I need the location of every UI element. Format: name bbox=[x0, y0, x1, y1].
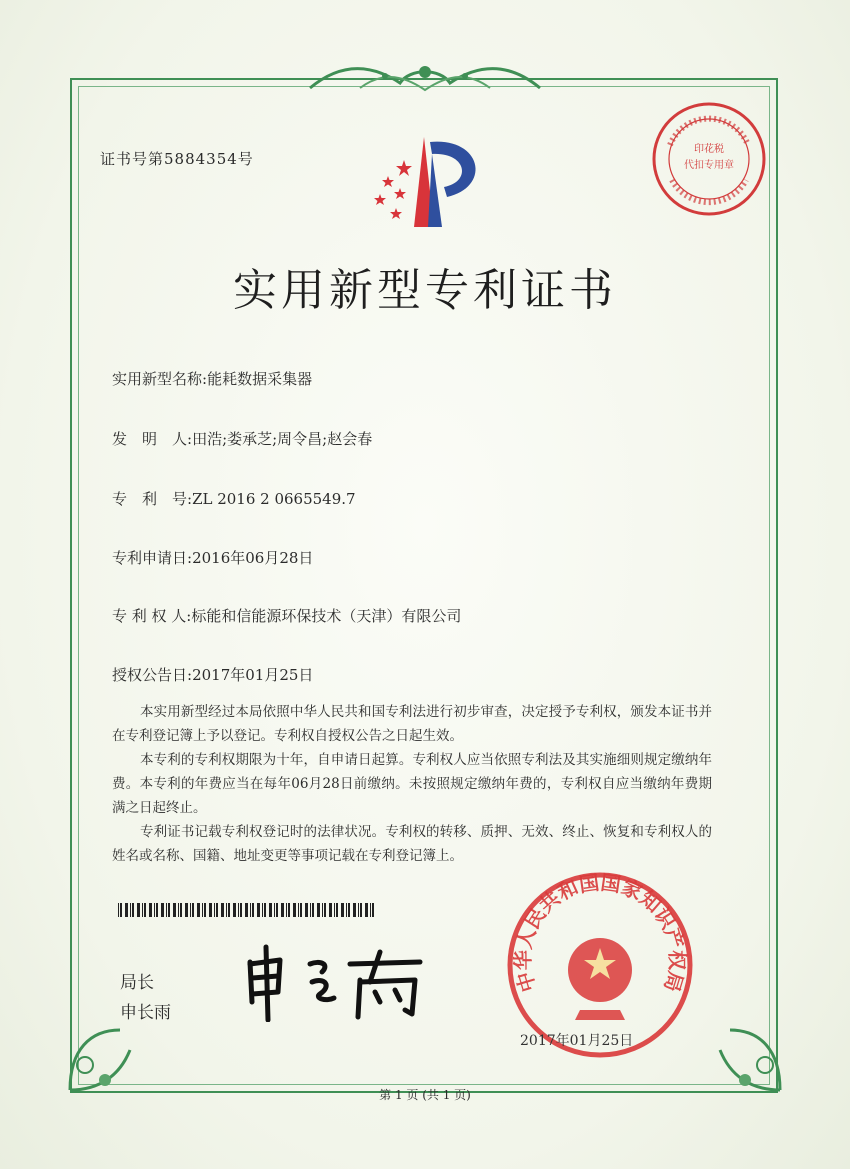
body-paragraph: 本专利的专利权期限为十年，自申请日起算。专利权人应当依照专利法及其实施细则规定缴纳年费。本专利的年费应当在每年06月28日前缴纳。未按照规定缴纳年费的，专利权自应当缴纳年费期满之日起终止。 bbox=[112, 752, 712, 816]
svg-text:代扣专用章: 代扣专用章 bbox=[684, 160, 734, 171]
field-value: 2017年01月25日 bbox=[192, 666, 314, 684]
body-paragraph: 本实用新型经过本局依照中华人民共和国专利法进行初步审查，决定授予专利权，颁发本证书并在专利登记簿上予以登记。专利权自授权公告之日起生效。 bbox=[112, 704, 712, 744]
field-label: 授权公告日: bbox=[112, 666, 193, 684]
field-label: 专 利 权 人: bbox=[112, 607, 192, 625]
field-patentee bbox=[112, 605, 461, 626]
field-value: 2016年06月28日 bbox=[192, 549, 314, 567]
field-grant-date bbox=[112, 664, 313, 685]
body-paragraph: 专利证书记载专利权登记时的法律状况。专利权的转移、质押、无效、终止、恢复和专利权人的姓名或名称、国籍、地址变更等事项记载在专利登记簿上。 bbox=[112, 824, 712, 864]
field-value: 能耗数据采集器 bbox=[207, 370, 313, 388]
field-inventor bbox=[112, 428, 372, 449]
seal-date: 2017年01月25日 bbox=[520, 1033, 634, 1049]
patent-office-emblem-icon bbox=[362, 132, 502, 232]
director-name: 申长雨 bbox=[120, 1003, 171, 1023]
director-signature bbox=[230, 942, 440, 1022]
certificate-title: 实用新型专利证书 bbox=[233, 265, 617, 316]
seal-org-text: 中华人民共和国国家知识产权局 bbox=[510, 870, 690, 995]
certificate-number: 证书号第5884354号 bbox=[100, 150, 254, 168]
field-value: ZL 2016 2 0665549.7 bbox=[192, 490, 356, 508]
tax-stamp-seal bbox=[650, 100, 768, 218]
barcode bbox=[118, 903, 378, 917]
certificate-body bbox=[112, 700, 712, 868]
top-ornament bbox=[300, 58, 550, 98]
field-utility-model-name bbox=[112, 368, 312, 389]
director-title: 局长 bbox=[120, 973, 154, 993]
field-label: 发 明 人: bbox=[112, 430, 193, 448]
svg-text:印花税: 印花税 bbox=[694, 144, 724, 155]
page-footer: 第 1 页 (共 1 页) bbox=[379, 1088, 471, 1102]
field-application-date bbox=[112, 547, 313, 568]
field-label: 专 利 号: bbox=[112, 490, 193, 508]
field-value: 标能和信能源环保技术（天津）有限公司 bbox=[191, 607, 462, 625]
field-label: 实用新型名称: bbox=[112, 370, 208, 388]
field-patent-number bbox=[112, 488, 356, 509]
field-label: 专利申请日: bbox=[112, 549, 193, 567]
field-value: 田浩;娄承芝;周令昌;赵会春 bbox=[192, 430, 373, 448]
